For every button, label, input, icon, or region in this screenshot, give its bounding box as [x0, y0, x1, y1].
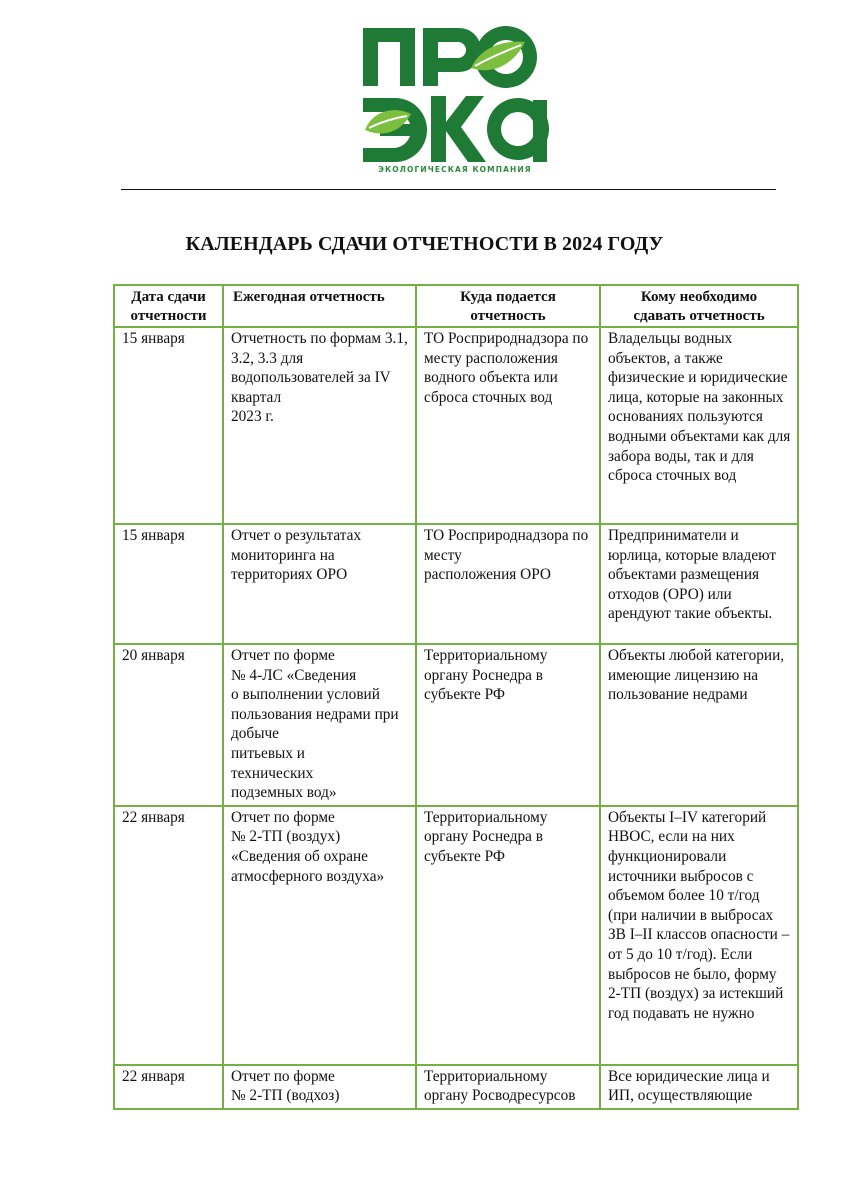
page-title: КАЛЕНДАРЬ СДАЧИ ОТЧЕТНОСТИ В 2024 ГОДУ [185, 233, 664, 255]
cell-report: Отчет по форме № 2-ТП (водхоз) [223, 1065, 416, 1109]
table-row [114, 524, 798, 644]
cell-date: 22 января [114, 806, 223, 1065]
table-row [114, 644, 798, 806]
company-logo [355, 18, 555, 180]
cell-who: Объекты любой категории, имеющие лицензию на пользование недрами [600, 644, 798, 806]
column-header-report: Ежегодная отчетность [223, 285, 416, 327]
column-header-date: Дата сдачи отчетности [114, 285, 223, 327]
cell-where: ТО Росприроднадзора по месту расположения ОРО [416, 524, 600, 644]
table-header-row [114, 285, 798, 327]
cell-report: Отчетность по формам 3.1, 3.2, 3.3 для водопользователей за IV квартал 2023 г. [223, 327, 416, 524]
cell-date: 15 января [114, 524, 223, 644]
table-row [114, 806, 798, 1065]
table-row [114, 327, 798, 524]
cell-where: Территориальному органу Роснедра в субъекте РФ [416, 806, 600, 1065]
table-row [114, 1065, 798, 1109]
cell-date: 15 января [114, 327, 223, 524]
reporting-calendar-table [113, 284, 799, 1110]
cell-report: Отчет по форме № 2-ТП (воздух) «Сведения об охране атмосферного воздуха» [223, 806, 416, 1065]
cell-date: 22 января [114, 1065, 223, 1109]
logo-caption: ЭКОЛОГИЧЕСКАЯ КОМПАНИЯ [378, 165, 532, 174]
cell-where: Территориальному органу Роснедра в субъекте РФ [416, 644, 600, 806]
cell-report: Отчет по форме № 4-ЛС «Сведения о выполнении условий пользования недрами при добыче питьевых и технических подземных вод» [223, 644, 416, 806]
column-header-where: Куда подается отчетность [416, 285, 600, 327]
cell-who: Все юридические лица и ИП, осуществляющие [600, 1065, 798, 1109]
cell-date: 20 января [114, 644, 223, 806]
cell-where: Территориальному органу Росводресурсов [416, 1065, 600, 1109]
cell-who: Владельцы водных объектов, а также физические и юридические лица, которые на законных основаниях пользуются водными объектами как для забора воды, так и для сброса сточных вод [600, 327, 798, 524]
cell-who: Предприниматели и юрлица, которые владеют объектами размещения отходов (ОРО) или арендуют такие объекты. [600, 524, 798, 644]
cell-report: Отчет о результатах мониторинга на территориях ОРО [223, 524, 416, 644]
header-divider [121, 189, 776, 190]
cell-who: Объекты I–IV категорий НВОС, если на них функционировали источники выбросов с объемом более 10 т/год (при наличии в выбросах ЗВ I–II классов опасности – от 5 до 10 т/год). Если выбросов не было, форму 2-ТП (воздух) за истекший год подавать не нужно [600, 806, 798, 1065]
column-header-who: Кому необходимо сдавать отчетность [600, 285, 798, 327]
pro-eko-logo-icon [355, 18, 555, 168]
cell-where: ТО Росприроднадзора по месту расположения водного объекта или сброса сточных вод [416, 327, 600, 524]
